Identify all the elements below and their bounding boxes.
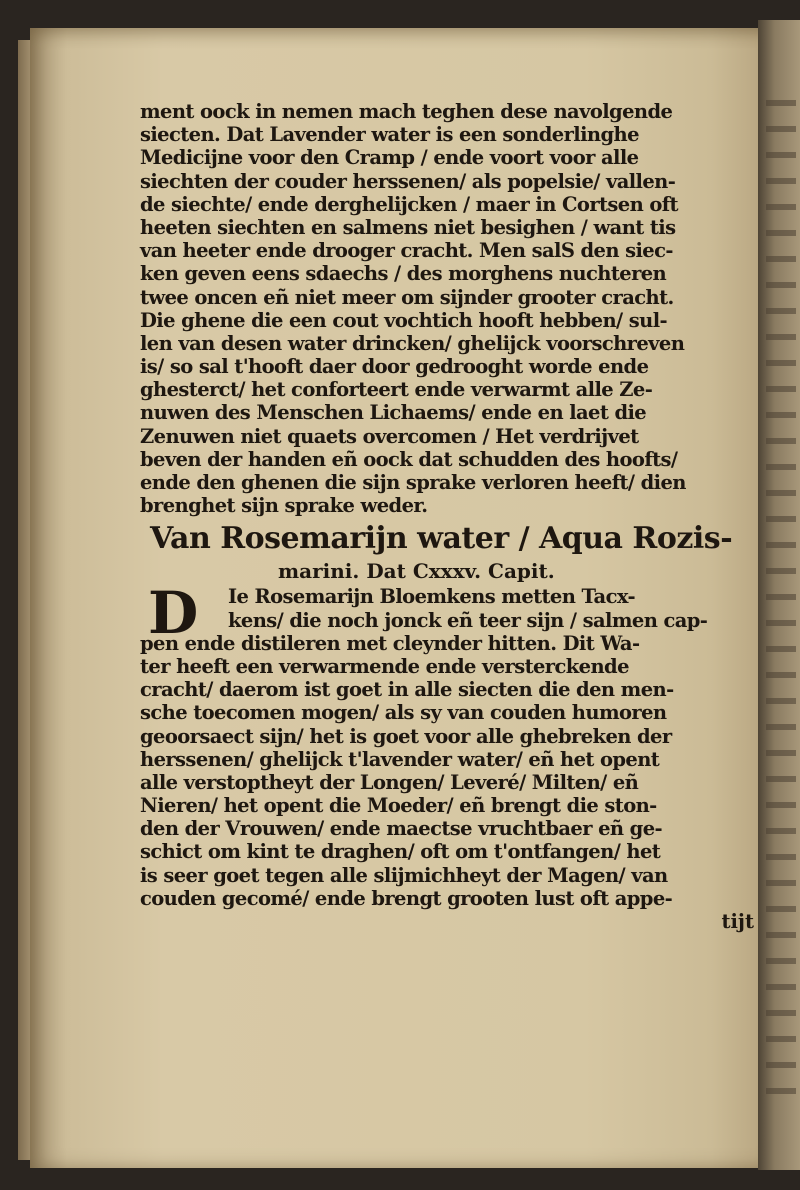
body-line: len van desen water drincken/ gheliјck voorschreven [140, 331, 685, 355]
body-line: nuwen des Menschen Lichaems/ ende en laet die [140, 401, 647, 425]
chapter-line: schict om kint te draghen/ oft om t'ontfangen/ het [140, 840, 661, 864]
page-text [140, 100, 762, 934]
body-line: is/ so sal t'hooft daer door gedrooght worde ende [140, 355, 649, 379]
chapter-line: pen ende distileren met cleynder hitten. Dit Wa- [140, 631, 640, 655]
catchword: tijt [721, 910, 754, 933]
body-line: ment oock in nemen mach teghen dese navolgende [140, 100, 673, 123]
chapter-line: kens/ die noch jonck eñ teer sijn / salmen cap- [228, 608, 708, 632]
chapter-line: den der Vrouwen/ ende maectse vruchtbaer eñ ge- [140, 817, 663, 841]
chapter-line: is seer goet tegen alle slijmichheyt der Magen/ van [140, 863, 668, 887]
body-line: ken geven eens sdaechs / des morghens nuchteren [140, 262, 667, 286]
body-line: brenghet sijn sprake weder. [140, 494, 428, 518]
chapter-line: cracht/ daerom ist goet in alle siecten die den men- [140, 678, 674, 702]
chapter-subheading: marini. Dat Cxxxv. Capit. [278, 559, 555, 584]
body-line: siecten. Dat Lavender water is een sonderlinghe [140, 123, 639, 147]
chapter-line: ter heeft een verwarmende ende versterckende [140, 654, 629, 678]
chapter-line: geoorsaect sijn/ het is goet voor alle ghebreken der [140, 724, 672, 748]
body-line: twee oncen eñ niet meer om sijnder grooter cracht. [140, 285, 674, 309]
chapter-line: couden gecomé/ ende brengt grooten lust oft appe- [140, 886, 673, 910]
chapter-line: Nieren/ het opent die Moeder/ eñ brengt die ston- [140, 794, 657, 818]
body-line: beven der handen eñ oock dat schudden des hoofts/ [140, 447, 678, 471]
facing-page-edge [758, 20, 800, 1170]
chapter-line: Ie Rosemarijn Bloemkens metten Tacx- [228, 585, 636, 609]
drop-cap: D [148, 579, 199, 648]
chapter-line: sche toecomen mogen/ als sy van couden humoren [140, 701, 667, 725]
chapter-line: alle verstoptheyt der Longen/ Leveré/ Milten/ eñ [140, 770, 639, 794]
chapter-line: herssenen/ gheliјck t'lavender water/ eñ het opent [140, 747, 660, 771]
body-line: ende den ghenen die sijn sprake verloren heeft/ dien [140, 471, 686, 494]
body-line: siechten der couder herssenen/ als popelsie/ vallen- [140, 169, 676, 193]
body-line: heeten siechten en salmens niet besighen / want tis [140, 215, 676, 239]
chapter-heading: Van Rosemarijn water / Aqua Rozis- [150, 521, 733, 557]
body-line: Die ghene die een cout vochtich hooft hebben/ sul- [140, 308, 667, 332]
body-line: Zenuwen niet quaets overcomen / Het verdrijvet [140, 424, 639, 448]
body-line: de siechte/ ende dergheliјcken / maer in Cortsen oft [140, 192, 678, 216]
body-line: ghesterct/ het conforteert ende verwarmt alle Ze- [140, 378, 653, 402]
body-line: Medicijne voor den Cramp / ende voort voor alle [140, 146, 639, 170]
body-line: van heeter ende drooger cracht. Men salS den siec- [140, 239, 673, 263]
